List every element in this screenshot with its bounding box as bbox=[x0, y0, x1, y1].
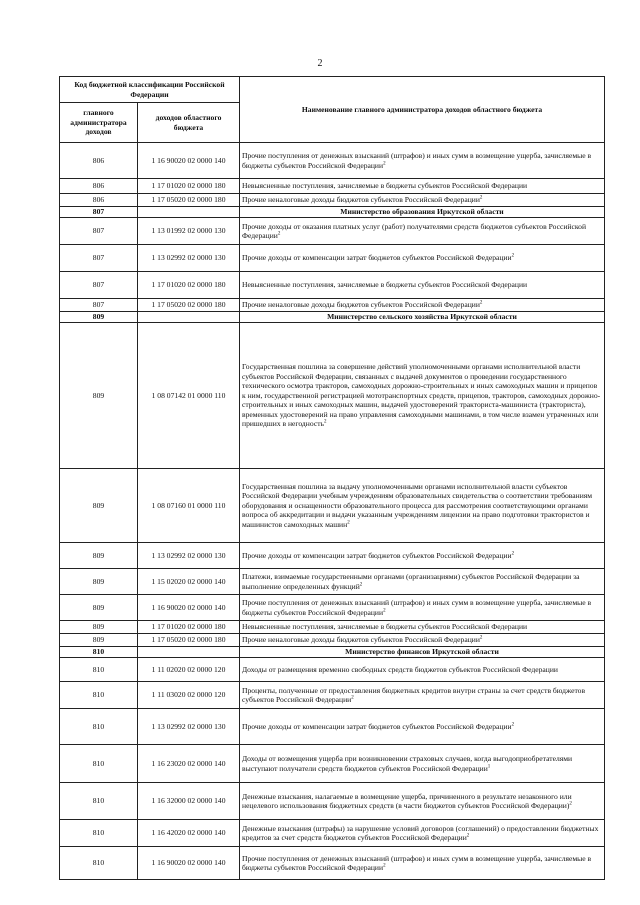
table-row bbox=[60, 179, 605, 194]
revenue-code-cell: 1 11 03020 02 0000 120 bbox=[138, 682, 240, 709]
revenue-name-cell bbox=[240, 299, 605, 312]
header-revenue-code: доходов областного бюджета bbox=[138, 103, 240, 143]
revenue-name-cell bbox=[240, 783, 605, 820]
table-row bbox=[60, 847, 605, 880]
table-header bbox=[60, 77, 605, 143]
footnote-marker: 2 bbox=[479, 300, 483, 306]
name-text: Государственная пошлина за выдачу уполномоченными органами исполнительной власти субъектов Российской Федерации учебным учреждениям образовательных свидетельства о соответствии требованиям оборудования и оснащенности образовательного процесса для рассмотрения соответствующими органами вопроса об аккредитации и выдачи указанным учреждениям лицензии на право подготовки трактористов и машинистов самоходных машин bbox=[242, 481, 593, 529]
admin-code-cell: 810 bbox=[60, 847, 138, 880]
name-text: Прочие доходы от компенсации затрат бюджетов субъектов Российской Федерации bbox=[242, 550, 512, 560]
page-number: 2 bbox=[317, 58, 323, 69]
table-row bbox=[60, 543, 605, 569]
admin-code-cell: 810 bbox=[60, 783, 138, 820]
footnote-marker: 2 bbox=[511, 253, 515, 259]
admin-code-cell: 806 bbox=[60, 179, 138, 194]
table-row bbox=[60, 820, 605, 847]
revenue-name-cell bbox=[240, 820, 605, 847]
admin-code-cell: 809 bbox=[60, 595, 138, 621]
revenue-name-cell bbox=[240, 658, 605, 682]
header-admin-code: главного администратора доходов bbox=[60, 103, 138, 143]
revenue-name-cell bbox=[240, 682, 605, 709]
footnote-marker: 2 bbox=[351, 695, 354, 701]
revenue-name-cell bbox=[240, 469, 605, 543]
table-row bbox=[60, 745, 605, 783]
revenue-code-cell: 1 16 32000 02 0000 140 bbox=[138, 783, 240, 820]
revenue-name-cell bbox=[240, 143, 605, 179]
table-row bbox=[60, 621, 605, 634]
name-text: Платежи, взимаемые государственными органами (организациями) субъектов Российской Федерации за выполнение определенных функций bbox=[242, 572, 580, 591]
table-row bbox=[60, 634, 605, 647]
admin-code-cell: 809 bbox=[60, 543, 138, 569]
revenue-name-cell bbox=[240, 709, 605, 745]
admin-code-cell: 807 bbox=[60, 299, 138, 312]
revenue-name-cell bbox=[240, 323, 605, 469]
name-text: Денежные взыскания, налагаемые в возмещение ущерба, причиненного в результате незаконного или нецелевого использования бюджетных средств (в части бюджетов субъектов Российской Федерации) bbox=[242, 791, 572, 810]
table-row bbox=[60, 709, 605, 745]
name-text: Прочие доходы от оказания платных услуг (работ) получателями средств бюджетов субъектов Российской Федерации bbox=[242, 221, 587, 240]
admin-code-cell: 810 bbox=[60, 658, 138, 682]
revenue-code-cell: 1 13 01992 02 0000 130 bbox=[138, 218, 240, 245]
name-text: Министерство финансов Иркутской области bbox=[345, 647, 499, 657]
name-text: Государственная пошлина за совершение действий уполномоченными органами исполнительной власти субъектов Российской Федерации, связанных с выдачей документов о проведении государственного технического осмотра тракторов, самоходных дорожно-строительных и иных самоходных машин и прицепов к ним, государственной регистрацией мототранспортных средств, прицепов, тракторов, самоходных дорожно-строительных и иных самоходных машин, выдачей удостоверений тракториста-машиниста (тракториста), временных удостоверений на право управления самоходными машинами, в том числе взамен утраченных или пришедших в негодность bbox=[242, 362, 601, 429]
name-text: Прочие поступления от денежных взысканий (штрафов) и иных сумм в возмещение ущерба, зачисляемые в бюджеты субъектов Российской Федерации bbox=[242, 151, 592, 170]
admin-code-cell: 810 bbox=[60, 647, 138, 658]
revenue-code-cell: 1 08 07160 01 0000 110 bbox=[138, 469, 240, 543]
header-admin-name: Наименование главного администратора доходов областного бюджета bbox=[240, 77, 605, 143]
name-text: Доходы от размещения временно свободных средств бюджетов субъектов Российской Федерации bbox=[242, 664, 558, 674]
table-body bbox=[60, 143, 605, 880]
revenue-code-cell bbox=[138, 207, 240, 218]
revenue-code-cell: 1 16 42020 02 0000 140 bbox=[138, 820, 240, 847]
revenue-code-cell: 1 17 01020 02 0000 180 bbox=[138, 621, 240, 634]
footnote-marker: 2 bbox=[569, 801, 572, 807]
revenue-name-cell bbox=[240, 847, 605, 880]
table-row bbox=[60, 469, 605, 543]
revenue-code-cell: 1 16 90020 02 0000 140 bbox=[138, 143, 240, 179]
table-row bbox=[60, 218, 605, 245]
footnote-marker: 2 bbox=[383, 863, 386, 869]
footnote-marker: 2 bbox=[466, 833, 470, 839]
ministry-row bbox=[60, 312, 605, 323]
table-row bbox=[60, 783, 605, 820]
revenue-name-cell bbox=[240, 543, 605, 569]
revenue-code-cell: 1 17 05020 02 0000 180 bbox=[138, 194, 240, 207]
revenue-name-cell bbox=[240, 634, 605, 647]
footnote-marker: 1 bbox=[487, 763, 491, 769]
revenue-code-cell: 1 16 90020 02 0000 140 bbox=[138, 847, 240, 880]
name-text: Невыясненные поступления, зачисляемые в бюджеты субъектов Российской Федерации bbox=[242, 622, 528, 632]
revenue-name-cell bbox=[240, 245, 605, 272]
revenue-name-cell bbox=[240, 194, 605, 207]
revenue-code-cell: 1 16 23020 02 0000 140 bbox=[138, 745, 240, 783]
name-text: Прочие доходы от компенсации затрат бюджетов субъектов Российской Федерации bbox=[242, 253, 512, 263]
revenue-code-cell: 1 13 02992 02 0000 130 bbox=[138, 709, 240, 745]
revenue-name-cell bbox=[240, 179, 605, 194]
revenue-name-cell bbox=[240, 595, 605, 621]
admin-code-cell: 809 bbox=[60, 469, 138, 543]
table-row bbox=[60, 194, 605, 207]
revenue-name-cell bbox=[240, 621, 605, 634]
revenue-code-cell: 1 17 05020 02 0000 180 bbox=[138, 634, 240, 647]
name-text: Прочие доходы от компенсации затрат бюджетов субъектов Российской Федерации bbox=[242, 721, 512, 731]
ministry-row bbox=[60, 647, 605, 658]
table-row bbox=[60, 682, 605, 709]
footnote-marker: 2 bbox=[511, 551, 515, 557]
revenue-code-cell bbox=[138, 312, 240, 323]
footnote-marker: 2 bbox=[347, 520, 350, 526]
revenue-code-cell: 1 13 02992 02 0000 130 bbox=[138, 245, 240, 272]
table-row bbox=[60, 569, 605, 595]
name-text: Прочие неналоговые доходы бюджетов субъектов Российской Федерации bbox=[242, 635, 480, 645]
revenue-code-cell: 1 16 90020 02 0000 140 bbox=[138, 595, 240, 621]
admin-code-cell: 809 bbox=[60, 323, 138, 469]
admin-code-cell: 810 bbox=[60, 709, 138, 745]
name-text: Прочие неналоговые доходы бюджетов субъектов Российской Федерации bbox=[242, 300, 480, 310]
revenue-code-cell: 1 11 02020 02 0000 120 bbox=[138, 658, 240, 682]
ministry-name-cell bbox=[240, 207, 605, 218]
footnote-marker: 2 bbox=[359, 581, 363, 587]
admin-code-cell: 807 bbox=[60, 272, 138, 299]
admin-code-cell: 807 bbox=[60, 207, 138, 218]
admin-code-cell: 806 bbox=[60, 143, 138, 179]
table-row bbox=[60, 658, 605, 682]
footnote-marker: 2 bbox=[383, 607, 386, 613]
footnote-marker: 2 bbox=[479, 195, 483, 201]
name-text: Министерство образования Иркутской области bbox=[340, 207, 504, 217]
revenue-name-cell bbox=[240, 745, 605, 783]
name-text: Проценты, полученные от предоставления бюджетных кредитов внутри страны за счет средств бюджетов субъектов Российской Федерации bbox=[242, 685, 586, 704]
revenue-name-cell bbox=[240, 272, 605, 299]
revenue-code-cell: 1 13 02992 02 0000 130 bbox=[138, 543, 240, 569]
name-text: Министерство сельского хозяйства Иркутской области bbox=[327, 312, 517, 322]
name-text: Невыясненные поступления, зачисляемые в бюджеты субъектов Российской Федерации bbox=[242, 181, 528, 191]
table-row bbox=[60, 299, 605, 312]
ministry-name-cell bbox=[240, 647, 605, 658]
ministry-row bbox=[60, 207, 605, 218]
footnote-marker: 2 bbox=[277, 231, 281, 237]
admin-code-cell: 810 bbox=[60, 682, 138, 709]
revenue-code-cell: 1 17 05020 02 0000 180 bbox=[138, 299, 240, 312]
table-row bbox=[60, 143, 605, 179]
table-row bbox=[60, 595, 605, 621]
name-text: Прочие неналоговые доходы бюджетов субъектов Российской Федерации bbox=[242, 195, 480, 205]
table-row bbox=[60, 272, 605, 299]
name-text: Прочие поступления от денежных взысканий (штрафов) и иных сумм в возмещение ущерба, зачисляемые в бюджеты субъектов Российской Федерации bbox=[242, 598, 592, 617]
name-text: Доходы от возмещения ущерба при возникновении страховых случаев, когда выгодоприобретателями выступают получатели средств бюджетов субъектов Российской Федерации bbox=[242, 754, 573, 773]
footnote-marker: 2 bbox=[324, 419, 327, 425]
revenue-code-cell: 1 15 02020 02 0000 140 bbox=[138, 569, 240, 595]
table-row bbox=[60, 245, 605, 272]
revenue-code-cell: 1 08 07142 01 0000 110 bbox=[138, 323, 240, 469]
header-kbk-group: Код бюджетной классификации Российской Федерации bbox=[60, 77, 240, 103]
revenue-code-cell bbox=[138, 647, 240, 658]
revenue-code-cell: 1 17 01020 02 0000 180 bbox=[138, 179, 240, 194]
table-row bbox=[60, 323, 605, 469]
revenue-code-cell: 1 17 01020 02 0000 180 bbox=[138, 272, 240, 299]
ministry-name-cell bbox=[240, 312, 605, 323]
admin-code-cell: 809 bbox=[60, 312, 138, 323]
name-text: Денежные взыскания (штрафы) за нарушение условий договоров (соглашений) о предоставлении бюджетных кредитов за счет средств бюджетов субъектов Российской Федерации bbox=[242, 823, 599, 842]
revenue-name-cell bbox=[240, 569, 605, 595]
revenue-name-cell bbox=[240, 218, 605, 245]
footnote-marker: 2 bbox=[511, 722, 515, 728]
footnote-marker: 2 bbox=[479, 635, 483, 641]
footnote-marker: 2 bbox=[383, 160, 386, 166]
admin-code-cell: 810 bbox=[60, 745, 138, 783]
admin-code-cell: 807 bbox=[60, 218, 138, 245]
revenue-administrators-table bbox=[59, 76, 605, 880]
admin-code-cell: 809 bbox=[60, 569, 138, 595]
admin-code-cell: 806 bbox=[60, 194, 138, 207]
name-text: Прочие поступления от денежных взысканий (штрафов) и иных сумм в возмещение ущерба, зачисляемые в бюджеты субъектов Российской Федерации bbox=[242, 853, 592, 872]
admin-code-cell: 809 bbox=[60, 621, 138, 634]
admin-code-cell: 807 bbox=[60, 245, 138, 272]
admin-code-cell: 809 bbox=[60, 634, 138, 647]
admin-code-cell: 810 bbox=[60, 820, 138, 847]
name-text: Невыясненные поступления, зачисляемые в бюджеты субъектов Российской Федерации bbox=[242, 280, 528, 290]
